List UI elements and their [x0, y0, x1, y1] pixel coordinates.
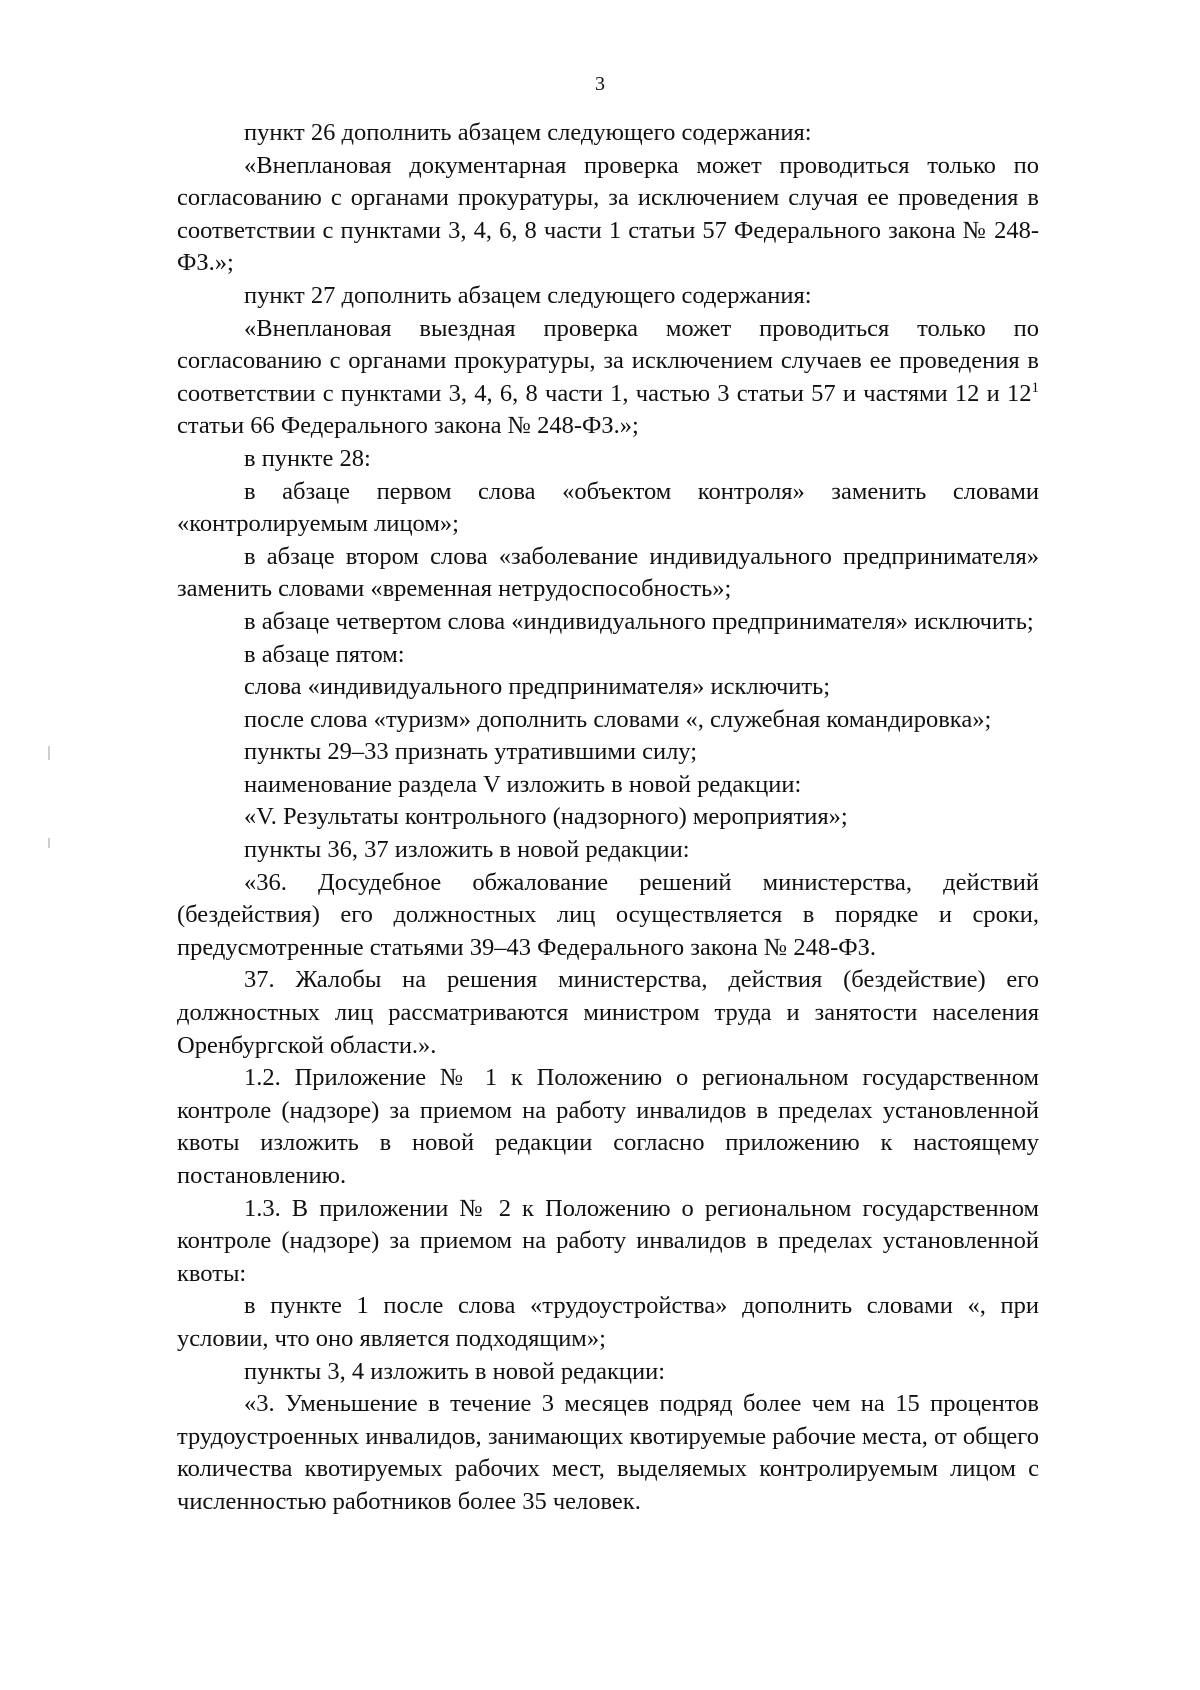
paragraph-item26-intro: пункт 26 дополнить абзацем следующего содержания:	[244, 119, 812, 146]
paragraph-appendix-items3-4-intro: пункты 3, 4 изложить в новой редакции:	[244, 1357, 666, 1385]
paragraph-appendix-item1: в пункте 1 после слова «трудоустройства» дополнить словами «, при условии, что оно является подходящим»;	[177, 1292, 1039, 1352]
paragraph-section5-intro: наименование раздела V изложить в новой редакции:	[244, 770, 802, 798]
paragraph-items29-33: пункты 29–33 признать утратившими силу;	[244, 738, 698, 766]
paragraph-section5-title: «V. Результаты контрольного (надзорного) мероприятия»;	[244, 803, 848, 831]
scan-mark	[48, 746, 50, 760]
paragraph-items36-37-intro: пункты 36, 37 изложить в новой редакции:	[244, 836, 690, 864]
paragraph-item27-intro: пункт 27 дополнить абзацем следующего содержания:	[244, 281, 812, 309]
superscript-one: 1	[1031, 379, 1039, 396]
paragraph-item36: «36. Досудебное обжалование решений министерства, действий (бездействия) его должностных лиц осуществляется в порядке и сроки, предусмотренные статьями 39–43 Федерального закона № 248-ФЗ.	[177, 868, 1039, 961]
paragraph-item37: 37. Жалобы на решения министерства, действия (бездействие) его должностных лиц рассматриваются министром труда и занятости населения Оренбургской области.».	[177, 966, 1039, 1059]
document-body	[177, 117, 1039, 1519]
paragraph-item28-fifth-b: после слова «туризм» дополнить словами «, служебная командировка»;	[244, 705, 992, 733]
page-number: 3	[595, 73, 605, 95]
paragraph-item27-text	[177, 313, 1039, 443]
paragraph-item27-text-main: «Внеплановая выездная проверка может проводиться только по согласованию с органами прокуратуры, за исключением случаев ее проведения в соответствии с пунктами 3, 4, 6, 8 части 1, частью 3 статьи 57 и частями 12 и 12	[177, 314, 1039, 407]
paragraph-1-2: 1.2. Приложение № 1 к Положению о региональном государственном контроле (надзоре) за приемом на работу инвалидов в пределах установленной квоты изложить в новой редакции согласно приложению к настоящему постановлению.	[177, 1064, 1039, 1189]
paragraph-item28-fourth: в абзаце четвертом слова «индивидуального предпринимателя» исключить;	[244, 607, 1034, 635]
paragraph-item28-fifth-a: слова «индивидуального предпринимателя» исключить;	[244, 673, 831, 701]
paragraph-item28-intro: в пункте 28:	[244, 444, 371, 472]
paragraph-item28-fifth-intro: в абзаце пятом:	[244, 640, 405, 668]
paragraph-appendix-item3: «3. Уменьшение в течение 3 месяцев подряд более чем на 15 процентов трудоустроенных инвалидов, занимающих квотируемые рабочие места, от общего количества квотируемых рабочих мест, выделяемых контролируемым лицом с численностью работников более 35 человек.	[177, 1390, 1039, 1515]
paragraph-item28-second: в абзаце втором слова «заболевание индивидуального предпринимателя» заменить словами «временная нетрудоспособность»;	[177, 542, 1039, 603]
paragraph-item27-text-tail: статьи 66 Федерального закона № 248-ФЗ.»;	[177, 412, 639, 440]
paragraph-item26-text: «Внеплановая документарная проверка может проводиться только по согласованию с органами прокуратуры, за исключением случая ее проведения в соответствии с пунктами 3, 4, 6, 8 части 1 статьи 57 Федерального закона № 248-ФЗ.»;	[177, 151, 1039, 277]
paragraph-item28-first: в абзаце первом слова «объектом контроля» заменить словами «контролируемым лицом»;	[177, 477, 1039, 538]
paragraph-1-3: 1.3. В приложении № 2 к Положению о региональном государственном контроле (надзоре) за приемом на работу инвалидов в пределах установленной квоты:	[177, 1194, 1039, 1287]
scan-mark	[48, 838, 50, 848]
